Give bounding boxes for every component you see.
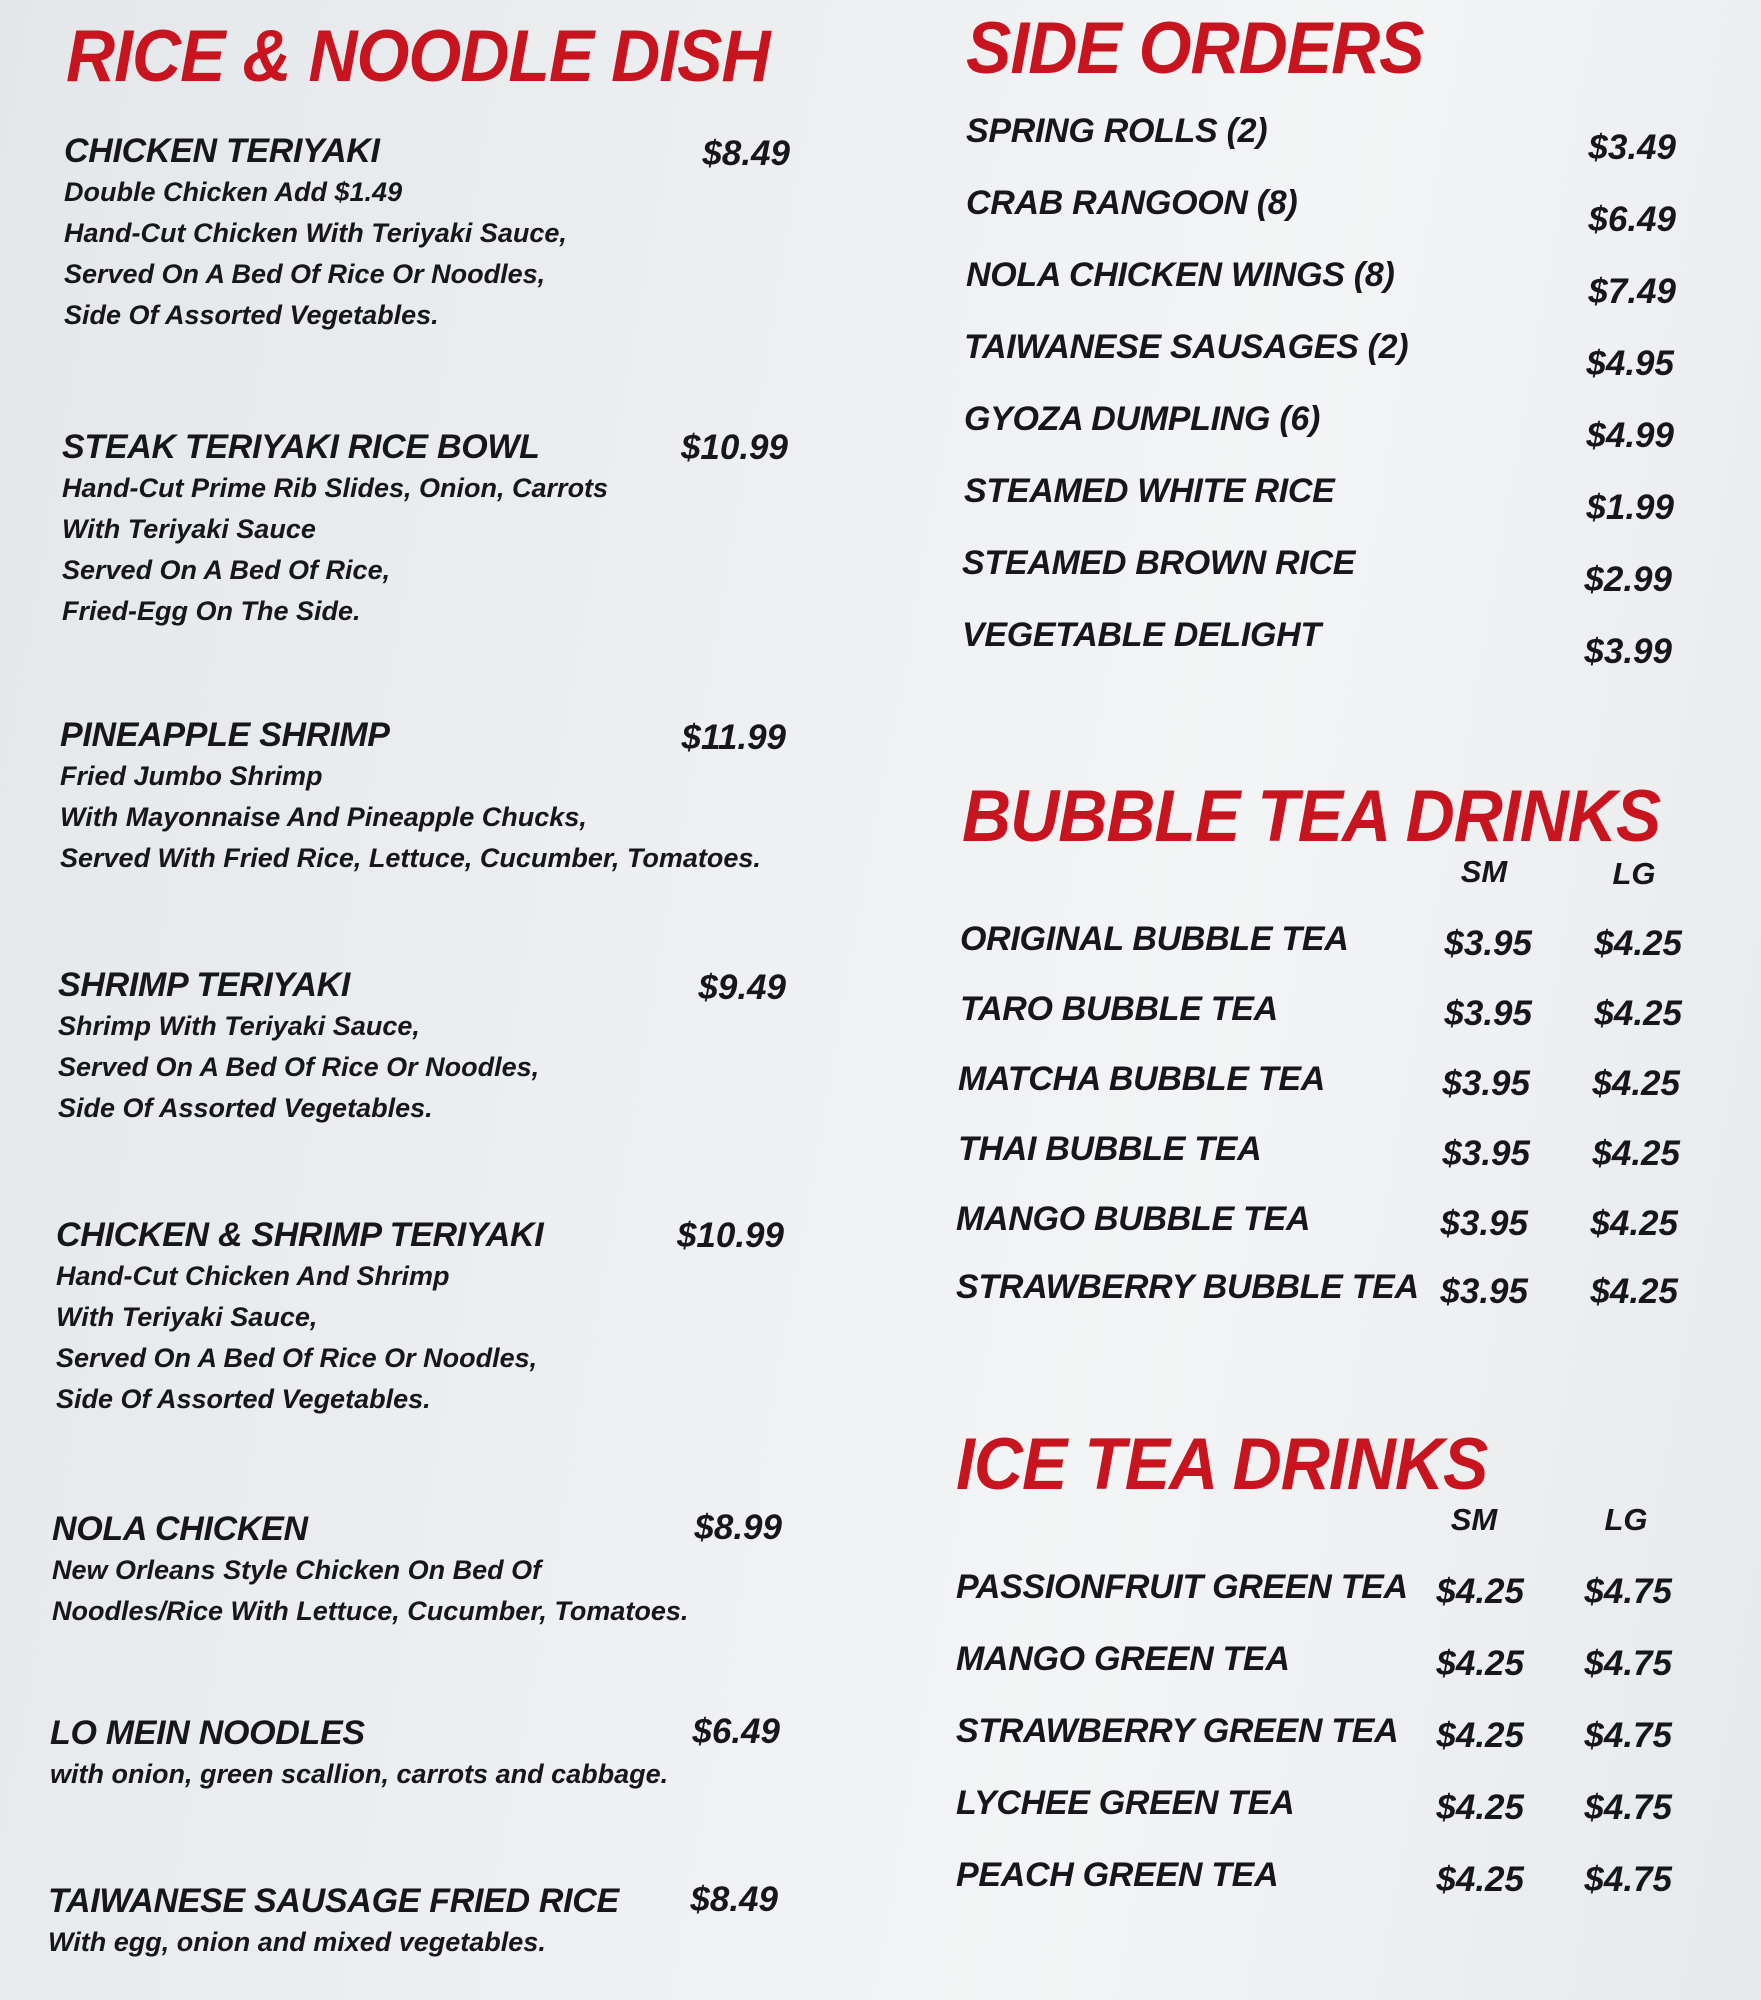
item-price: $10.99 bbox=[680, 428, 788, 467]
price-lg: $4.25 bbox=[1590, 1272, 1678, 1311]
item-price: $6.49 bbox=[692, 1712, 780, 1751]
item-price: $3.99 bbox=[1584, 632, 1672, 671]
item-description: Shrimp With Teriyaki Sauce, Served On A Bed Of Rice Or Noodles, Side Of Assorted Vegetables. bbox=[58, 1011, 540, 1123]
item-price: $2.99 bbox=[1584, 560, 1672, 599]
menu-item bbox=[62, 426, 608, 632]
list-item bbox=[956, 1568, 1676, 1612]
item-name: NOLA CHICKEN WINGS (8) bbox=[966, 256, 1395, 294]
menu-item bbox=[52, 1508, 688, 1632]
item-name: TAIWANESE SAUSAGE FRIED RICE bbox=[48, 1882, 619, 1920]
size-label-lg: LG bbox=[1604, 1502, 1648, 1537]
price-lg: $4.75 bbox=[1584, 1788, 1672, 1827]
item-name: STEAMED WHITE RICE bbox=[964, 472, 1335, 510]
item-name: STEAK TERIYAKI RICE BOWL bbox=[62, 428, 540, 466]
menu-item bbox=[48, 1880, 619, 1963]
item-price: $8.49 bbox=[690, 1880, 778, 1919]
price-lg: $4.25 bbox=[1592, 1134, 1680, 1173]
item-price: $8.49 bbox=[702, 134, 790, 173]
item-description: With egg, onion and mixed vegetables. bbox=[48, 1927, 546, 1957]
list-item bbox=[958, 1060, 1678, 1104]
menu-item bbox=[58, 964, 539, 1129]
price-lg: $4.25 bbox=[1594, 994, 1682, 1033]
item-name: LO MEIN NOODLES bbox=[50, 1714, 365, 1752]
item-description: New Orleans Style Chicken On Bed Of Noodles/Rice With Lettuce, Cucumber, Tomatoes. bbox=[52, 1555, 689, 1626]
item-name: MATCHA BUBBLE TEA bbox=[958, 1060, 1325, 1098]
list-item bbox=[966, 112, 1676, 167]
item-name: LYCHEE GREEN TEA bbox=[956, 1784, 1295, 1822]
item-description: Hand-Cut Prime Rib Slides, Onion, Carrots With Teriyaki Sauce Served On A Bed Of Rice, Fried-Egg On The Side. bbox=[62, 473, 609, 626]
price-sm: $3.95 bbox=[1442, 1134, 1530, 1173]
item-name: THAI BUBBLE TEA bbox=[958, 1130, 1262, 1168]
list-item bbox=[956, 1856, 1676, 1900]
item-price: $7.49 bbox=[1588, 272, 1676, 311]
price-sm: $4.25 bbox=[1436, 1716, 1524, 1755]
item-price: $6.49 bbox=[1588, 200, 1676, 239]
list-item bbox=[962, 544, 1672, 599]
list-item bbox=[960, 920, 1680, 964]
side-orders-heading: SIDE ORDERS bbox=[966, 6, 1424, 90]
item-description: with onion, green scallion, carrots and cabbage. bbox=[50, 1759, 669, 1789]
price-lg: $4.75 bbox=[1584, 1716, 1672, 1755]
price-sm: $3.95 bbox=[1440, 1204, 1528, 1243]
list-item bbox=[962, 616, 1672, 671]
price-lg: $4.75 bbox=[1584, 1572, 1672, 1611]
menu-item bbox=[50, 1712, 668, 1795]
price-lg: $4.25 bbox=[1592, 1064, 1680, 1103]
item-price: $4.95 bbox=[1586, 344, 1674, 383]
item-name: STRAWBERRY GREEN TEA bbox=[956, 1712, 1399, 1750]
list-item bbox=[956, 1200, 1676, 1244]
menu-item bbox=[64, 130, 567, 336]
price-lg: $4.75 bbox=[1584, 1860, 1672, 1899]
list-item bbox=[964, 472, 1674, 527]
item-name: VEGETABLE DELIGHT bbox=[962, 616, 1321, 654]
price-sm: $3.95 bbox=[1442, 1064, 1530, 1103]
list-item bbox=[956, 1268, 1676, 1312]
price-sm: $4.25 bbox=[1436, 1788, 1524, 1827]
price-lg: $4.25 bbox=[1590, 1204, 1678, 1243]
item-description: Fried Jumbo Shrimp With Mayonnaise And Pineapple Chucks, Served With Fried Rice, Lettuce, Cucumber, Tomatoes. bbox=[60, 761, 761, 873]
price-lg: $4.75 bbox=[1584, 1644, 1672, 1683]
item-name: MANGO GREEN TEA bbox=[956, 1640, 1290, 1678]
item-name: CHICKEN & SHRIMP TERIYAKI bbox=[56, 1216, 544, 1254]
item-name: ORIGINAL BUBBLE TEA bbox=[960, 920, 1349, 958]
item-price: $10.99 bbox=[676, 1216, 784, 1255]
item-description: Hand-Cut Chicken And Shrimp With Teriyaki Sauce, Served On A Bed Of Rice Or Noodles, Side Of Assorted Vegetables. bbox=[56, 1261, 538, 1414]
size-label-sm: SM bbox=[1450, 1502, 1498, 1537]
item-name: MANGO BUBBLE TEA bbox=[956, 1200, 1311, 1238]
ice-tea-heading: ICE TEA DRINKS bbox=[956, 1422, 1488, 1506]
list-item bbox=[964, 328, 1674, 383]
price-sm: $4.25 bbox=[1436, 1572, 1524, 1611]
rice-noodle-heading: RICE & NOODLE DISH bbox=[66, 14, 770, 98]
item-name: STRAWBERRY BUBBLE TEA bbox=[956, 1268, 1419, 1306]
price-sm: $3.95 bbox=[1444, 994, 1532, 1033]
item-name: GYOZA DUMPLING (6) bbox=[964, 400, 1320, 438]
item-price: $4.99 bbox=[1586, 416, 1674, 455]
list-item bbox=[964, 400, 1674, 455]
list-item bbox=[956, 1784, 1676, 1828]
item-name: PINEAPPLE SHRIMP bbox=[60, 716, 390, 754]
item-price: $8.99 bbox=[694, 1508, 782, 1547]
item-price: $11.99 bbox=[681, 718, 786, 757]
item-name: SPRING ROLLS (2) bbox=[966, 112, 1268, 150]
price-lg: $4.25 bbox=[1594, 924, 1682, 963]
list-item bbox=[966, 184, 1676, 239]
price-sm: $3.95 bbox=[1444, 924, 1532, 963]
item-name: PASSIONFRUIT GREEN TEA bbox=[956, 1568, 1408, 1606]
list-item bbox=[966, 256, 1676, 311]
list-item bbox=[956, 1712, 1676, 1756]
bubble-tea-heading: BUBBLE TEA DRINKS bbox=[962, 774, 1661, 858]
item-name: TAIWANESE SAUSAGES (2) bbox=[964, 328, 1409, 366]
size-label-sm: SM bbox=[1460, 854, 1508, 889]
price-sm: $4.25 bbox=[1436, 1860, 1524, 1899]
item-name: STEAMED BROWN RICE bbox=[962, 544, 1356, 582]
item-price: $1.99 bbox=[1586, 488, 1674, 527]
item-price: $3.49 bbox=[1588, 128, 1676, 167]
price-sm: $3.95 bbox=[1440, 1272, 1528, 1311]
item-description: Double Chicken Add $1.49 Hand-Cut Chicken With Teriyaki Sauce, Served On A Bed Of Rice Or Noodles, Side Of Assorted Vegetables. bbox=[64, 177, 567, 330]
menu-item bbox=[56, 1214, 543, 1420]
item-name: PEACH GREEN TEA bbox=[956, 1856, 1279, 1894]
list-item bbox=[960, 990, 1680, 1034]
item-price: $9.49 bbox=[698, 968, 786, 1007]
size-label-lg: LG bbox=[1612, 856, 1656, 891]
item-name: SHRIMP TERIYAKI bbox=[58, 966, 351, 1004]
list-item bbox=[958, 1130, 1678, 1174]
price-sm: $4.25 bbox=[1436, 1644, 1524, 1683]
item-name: CRAB RANGOON (8) bbox=[966, 184, 1298, 222]
item-name: TARO BUBBLE TEA bbox=[960, 990, 1278, 1028]
list-item bbox=[956, 1640, 1676, 1684]
item-name: NOLA CHICKEN bbox=[52, 1510, 308, 1548]
item-name: CHICKEN TERIYAKI bbox=[64, 132, 380, 170]
